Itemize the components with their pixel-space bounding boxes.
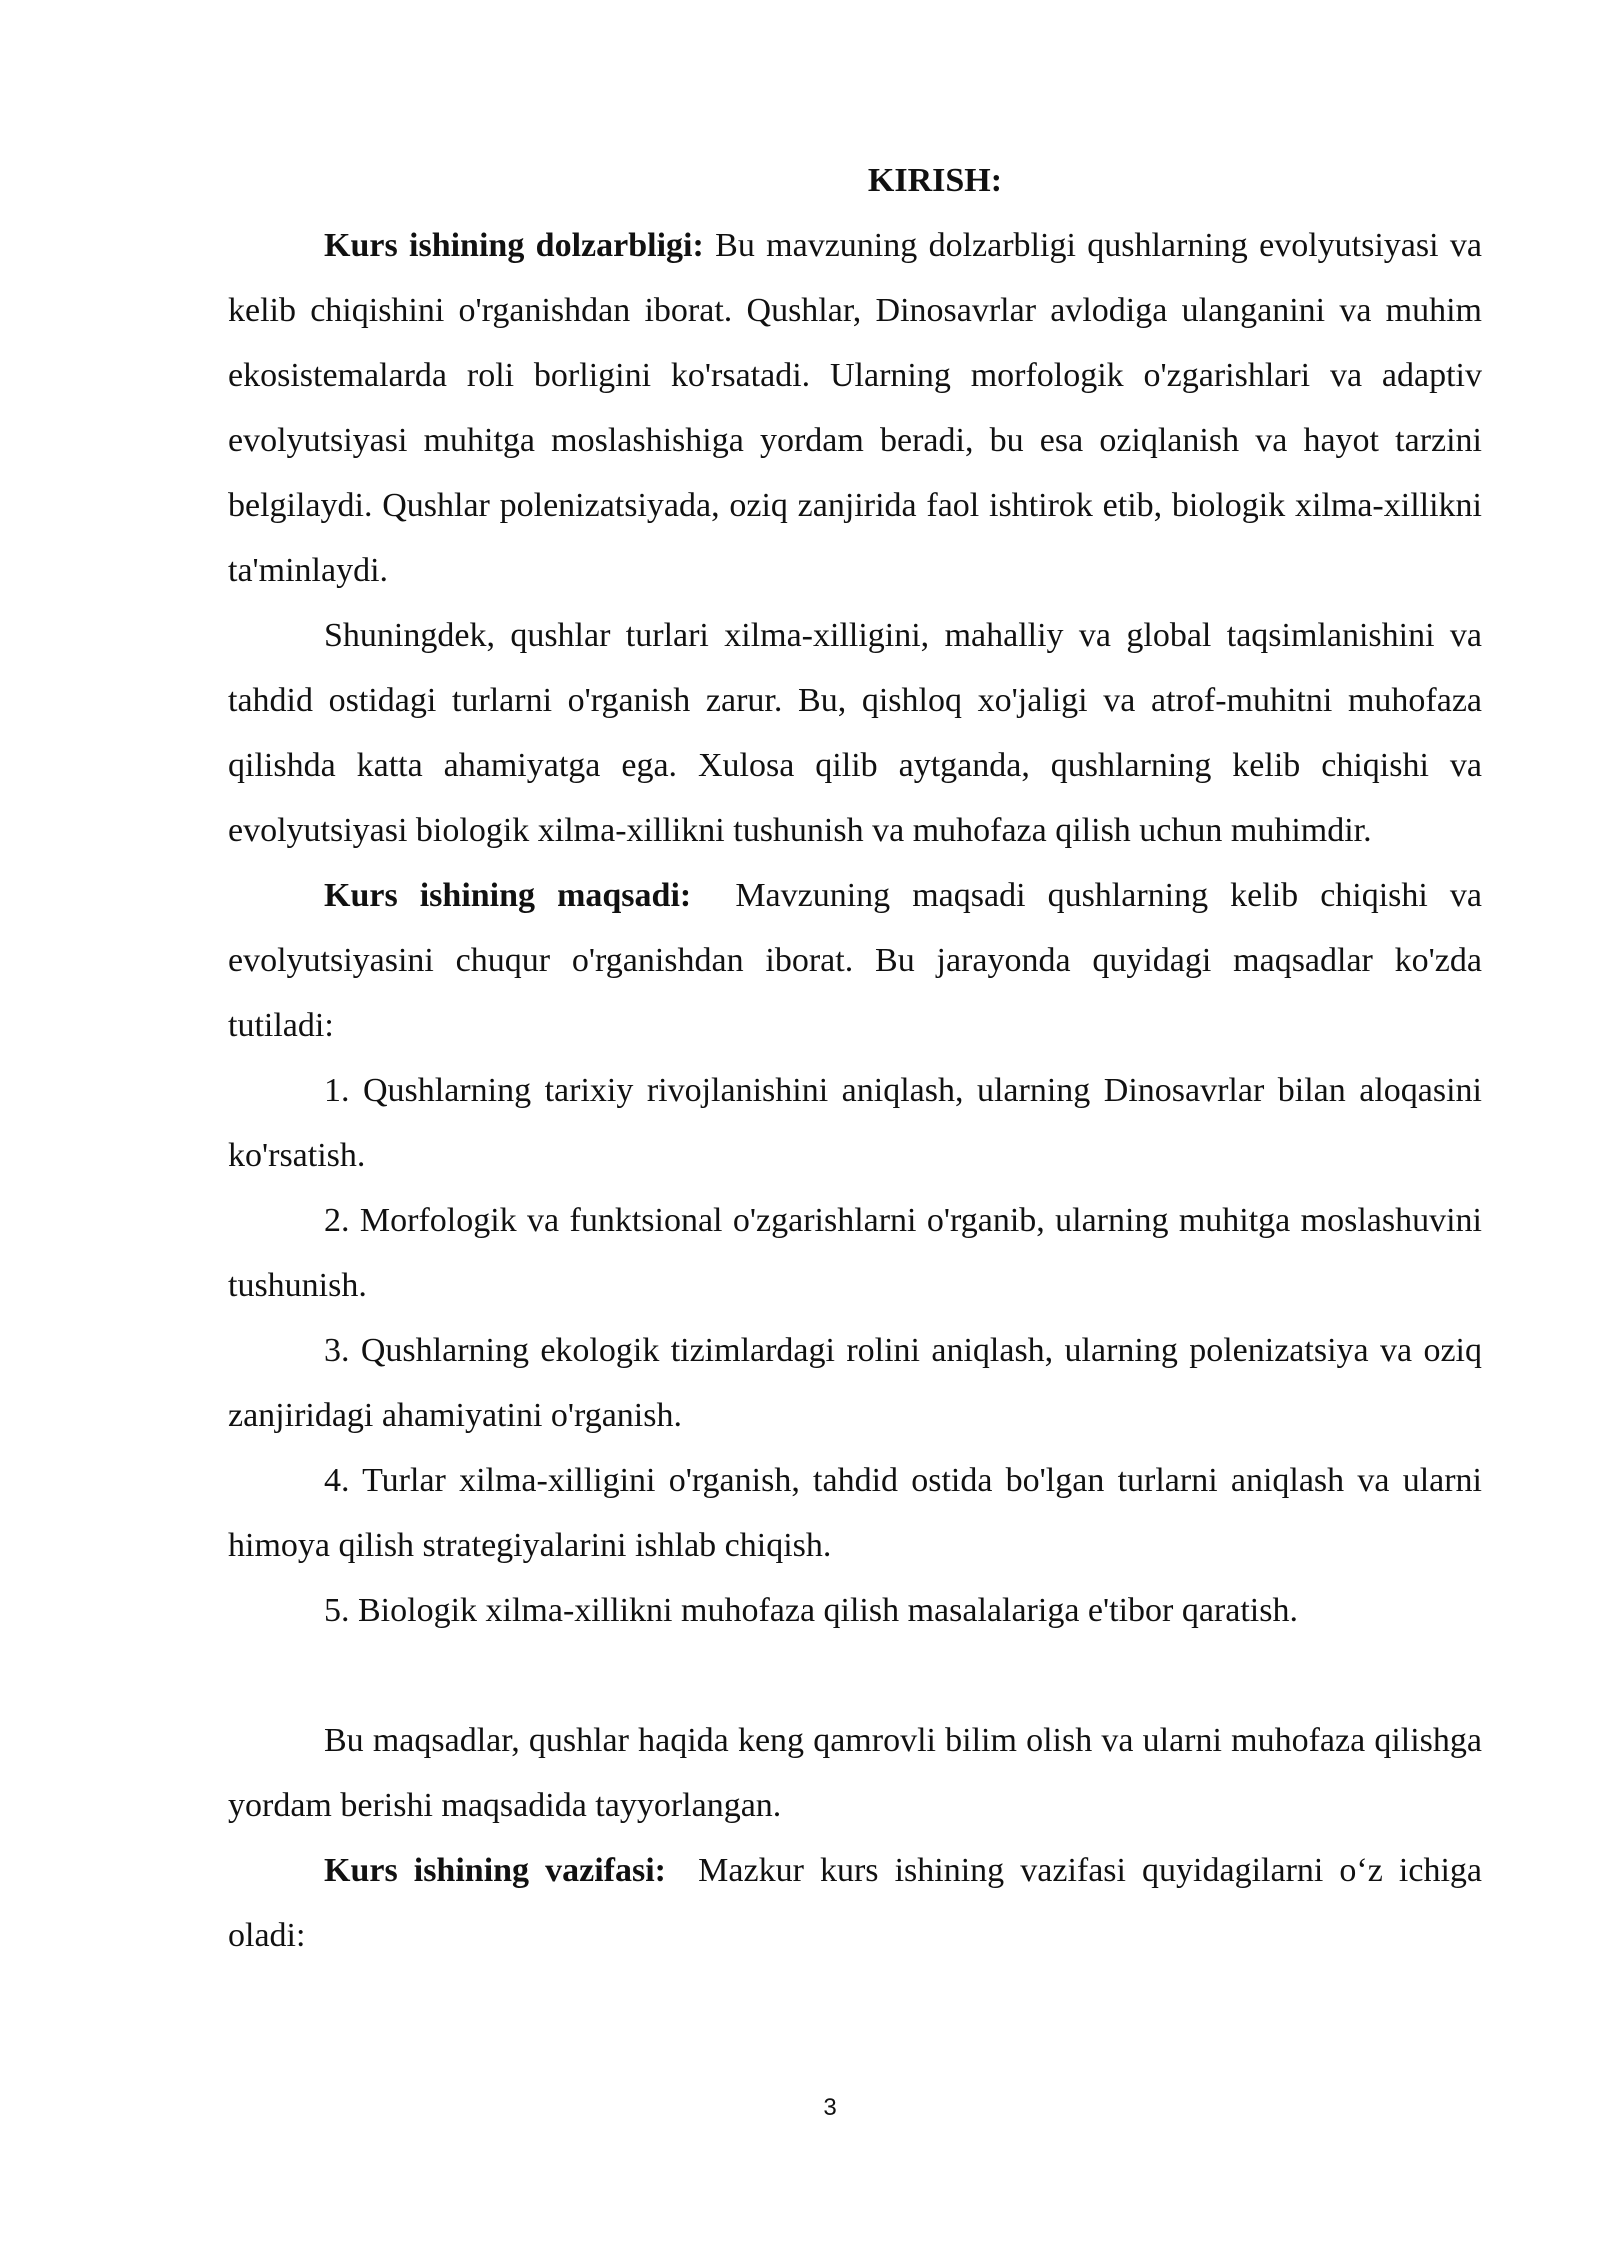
section-heading: KIRISH:	[867, 162, 1003, 199]
goal-item-4: 4. Turlar xilma-xilligini o'rganish, tahdid ostida bo'lgan turlarni aniqlash va ularni himoya qilish strategiyalarini ishlab chiqish.	[228, 1462, 1482, 1564]
tasks-text: Mazkur kurs ishining vazifasi quyidagilarni o‘z ichiga oladi:	[228, 1852, 1491, 1954]
goal-text: Mavzuning maqsadi qushlarning kelib chiqishi va evolyutsiyasini chuqur o'rganishdan iborat. Bu jarayonda quyidagi maqsadlar ko'zda tutiladi:	[228, 877, 1491, 1044]
relevance-text: Bu mavzuning dolzarbligi qushlarning evolyutsiyasi va kelib chiqishini o'rganishdan iborat. Qushlar, Dinosavrlar avlodiga ulanganini va muhim ekosistemalarda roli borligini ko'rsatadi. Ularning morfologik o'zgarishlari va adaptiv evolyutsiyasi muhitga moslashishiga yordam beradi, bu esa oziqlanish va hayot tarzini belgilaydi. Qushlar polenizatsiyada, oziq zanjirida faol ishtirok etib, biologik xilma-xillikni ta'minlaydi.	[228, 227, 1482, 589]
goal-item-2: 2. Morfologik va funktsional o'zgarishlarni o'rganib, ularning muhitga moslashuvini tushunish.	[228, 1202, 1482, 1304]
relevance-continued-paragraph: Shuningdek, qushlar turlari xilma-xilligini, mahalliy va global taqsimlanishini va tahdid ostidagi turlarni o'rganish zarur. Bu, qishloq xo'jaligi va atrof-muhitni muhofaza qilishda katta ahamiyatga ega. Xulosa qilib aytganda, qushlarning kelib chiqishi va evolyutsiyasi biologik xilma-xillikni tushunish va muhofaza qilish uchun muhimdir.	[228, 617, 1482, 849]
goal-paragraph	[228, 863, 1491, 1058]
goal-item-5: 5. Biologik xilma-xillikni muhofaza qilish masalalariga e'tibor qaratish.	[324, 1592, 1298, 1629]
relevance-lead: Kurs ishining dolzarbligi:	[324, 227, 704, 264]
tasks-lead: Kurs ishining vazifasi:	[324, 1852, 666, 1889]
page-number: 3	[823, 2094, 837, 2121]
conclusion-paragraph: Bu maqsadlar, qushlar haqida keng qamrovli bilim olish va ularni muhofaza qilishga yordam berishi maqsadida tayyorlangan.	[228, 1722, 1482, 1824]
goal-lead: Kurs ishining maqsadi:	[324, 877, 692, 914]
tasks-paragraph	[228, 1838, 1491, 1968]
goal-item-3: 3. Qushlarning ekologik tizimlardagi rolini aniqlash, ularning polenizatsiya va oziq zanjiridagi ahamiyatini o'rganish.	[228, 1332, 1482, 1434]
blank-line	[228, 1643, 1482, 1708]
relevance-paragraph	[228, 213, 1482, 603]
document-page	[228, 148, 1491, 1968]
goal-item-1: 1. Qushlarning tarixiy rivojlanishini aniqlash, ularning Dinosavrlar bilan aloqasini ko'rsatish.	[228, 1072, 1482, 1174]
